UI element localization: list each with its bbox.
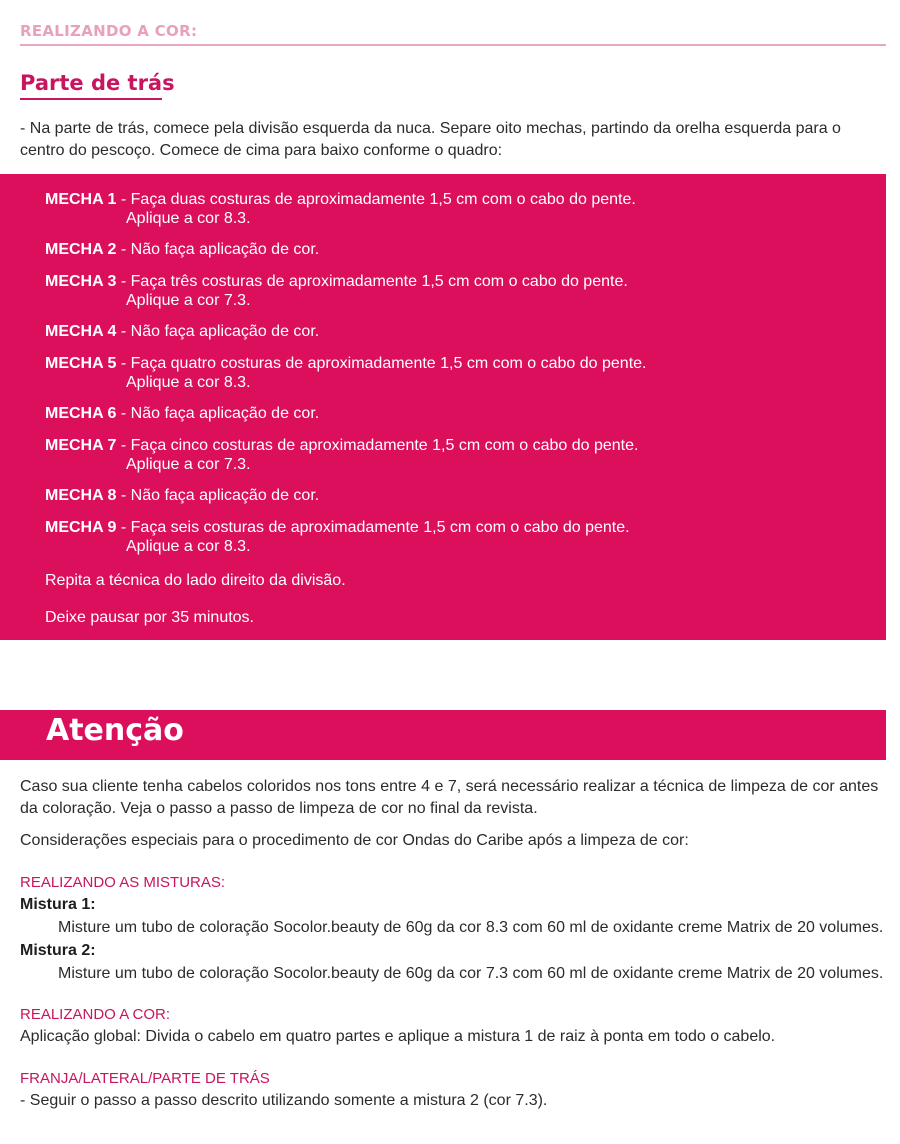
mecha-label: MECHA 6 [45,405,117,422]
mecha-color: Aplique a cor 8.3. [126,210,251,227]
mecha-instruction: - Faça três costuras de aproximadamente 1,5 cm com o cabo do pente. [116,273,628,290]
atencao-title: Atenção [46,713,184,748]
franja-heading: FRANJA/LATERAL/PARTE DE TRÁS [20,1070,270,1087]
top-heading: REALIZANDO A COR: [20,22,198,40]
mecha-color: Aplique a cor 7.3. [126,292,251,309]
mecha-item [45,240,865,259]
mecha-instruction: - Não faça aplicação de cor. [116,405,320,422]
mecha-label: MECHA 3 [45,273,117,290]
mistura-1-label: Mistura 1: [20,896,96,913]
pause-note: Deixe pausar por 35 minutos. [45,609,254,626]
mecha-item [45,190,865,228]
repeat-note: Repita a técnica do lado direito da divisão. [45,572,346,589]
top-divider [20,44,886,46]
mistura-2-text: Misture um tubo de coloração Socolor.beauty de 60g da cor 7.3 com 60 ml de oxidante creme Matrix de 20 volumes. [58,965,884,982]
mistura-1-text: Misture um tubo de coloração Socolor.beauty de 60g da cor 8.3 com 60 ml de oxidante creme Matrix de 20 volumes. [58,919,884,936]
cor-heading: REALIZANDO A COR: [20,1006,171,1023]
mecha-label: MECHA 2 [45,241,117,258]
mecha-instruction: - Faça quatro costuras de aproximadamente 1,5 cm com o cabo do pente. [116,355,647,372]
mecha-color: Aplique a cor 8.3. [126,374,251,391]
mecha-color: Aplique a cor 8.3. [126,538,251,555]
section-title-underline [20,98,162,100]
franja-text: - Seguir o passo a passo descrito utilizando somente a mistura 2 (cor 7.3). [20,1092,548,1109]
misturas-heading: REALIZANDO AS MISTURAS: [20,874,226,891]
mecha-instruction: - Não faça aplicação de cor. [116,323,320,340]
mistura-2-label: Mistura 2: [20,942,96,959]
intro-paragraph: - Na parte de trás, comece pela divisão esquerda da nuca. Separe oito mechas, partindo da orelha esquerda para o centro do pescoço. Comece de cima para baixo conforme o quadro: [20,120,841,159]
mecha-color: Aplique a cor 7.3. [126,456,251,473]
mecha-item [45,272,865,310]
mecha-label: MECHA 7 [45,437,117,454]
mecha-item [45,354,865,392]
mecha-label: MECHA 8 [45,487,117,504]
mecha-instruction: - Não faça aplicação de cor. [116,241,320,258]
cor-text: Aplicação global: Divida o cabelo em quatro partes e aplique a mistura 1 de raiz à ponta em todo o cabelo. [20,1028,776,1045]
mecha-instruction: - Faça seis costuras de aproximadamente 1,5 cm com o cabo do pente. [116,519,630,536]
mecha-item [45,322,865,341]
considerations-paragraph: Considerações especiais para o procedimento de cor Ondas do Caribe após a limpeza de cor: [20,832,689,849]
mecha-label: MECHA 5 [45,355,117,372]
mecha-item [45,486,865,505]
mecha-label: MECHA 4 [45,323,117,340]
mecha-label: MECHA 1 [45,191,117,208]
mecha-item [45,518,865,556]
mecha-instruction: - Não faça aplicação de cor. [116,487,320,504]
section-title: Parte de trás [20,71,175,95]
atencao-paragraph: Caso sua cliente tenha cabelos coloridos nos tons entre 4 e 7, será necessário realizar a técnica de limpeza de cor antes da coloração. Veja o passo a passo de limpeza de cor no final da revista. [20,778,879,817]
mecha-instruction: - Faça duas costuras de aproximadamente 1,5 cm com o cabo do pente. [116,191,636,208]
mechas-box [0,174,886,640]
mecha-label: MECHA 9 [45,519,117,536]
mecha-item [45,436,865,474]
mecha-item [45,404,865,423]
mecha-instruction: - Faça cinco costuras de aproximadamente 1,5 cm com o cabo do pente. [116,437,639,454]
